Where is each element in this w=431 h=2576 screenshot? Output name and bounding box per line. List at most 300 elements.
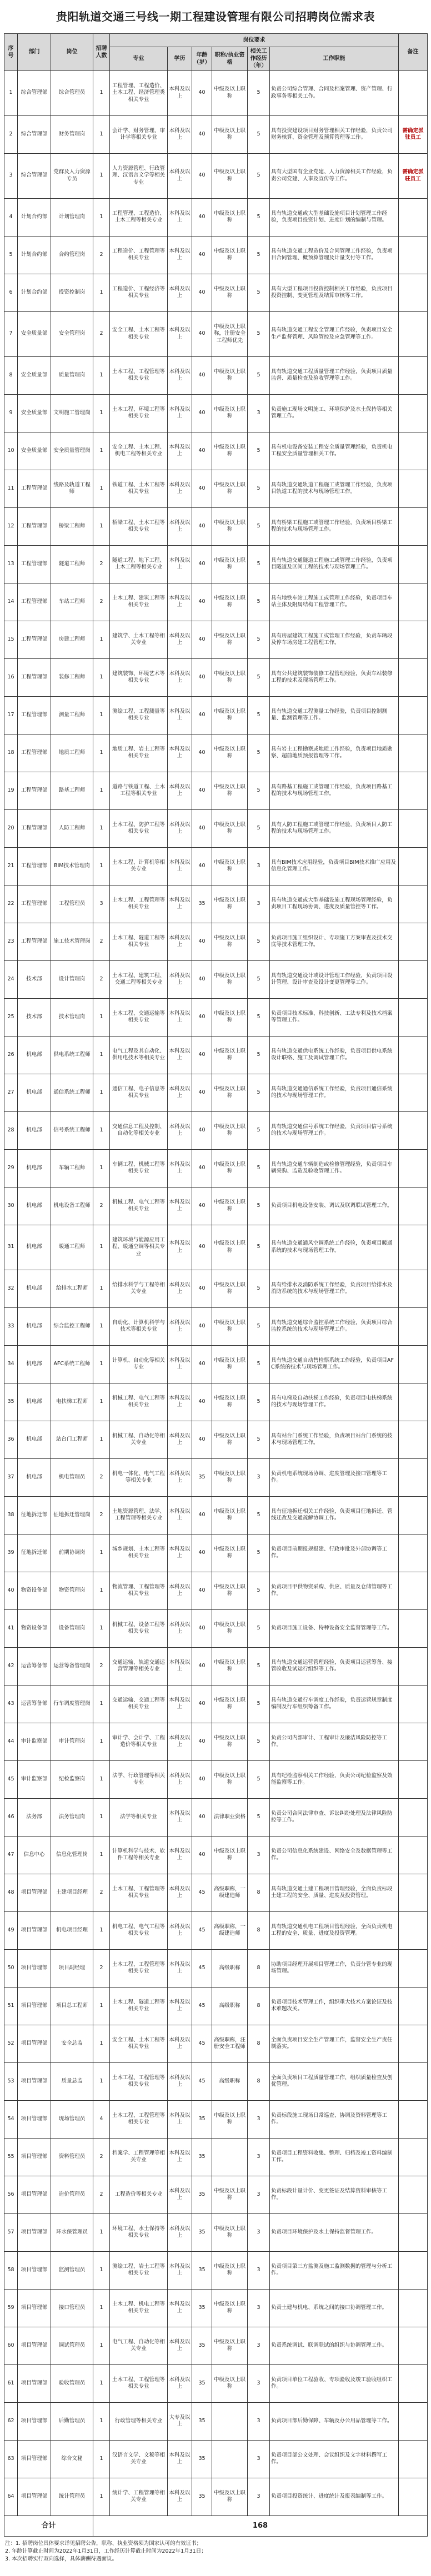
cell-age: 40 [192, 1270, 212, 1307]
cell-age: 40 [192, 1496, 212, 1534]
cell-post: 给排水工程师 [51, 1270, 93, 1307]
cell-age: 40 [192, 1225, 212, 1270]
cell-age: 40 [192, 432, 212, 470]
cell-remark [399, 2176, 428, 2213]
cell-post: AFC系统工程师 [51, 1345, 93, 1383]
cell-experience: 5 [248, 1609, 270, 1647]
cell-dept: 项目管理部 [18, 2327, 51, 2364]
cell-remark [399, 1572, 428, 1609]
cell-age: 40 [192, 1383, 212, 1421]
cell-dept: 机电部 [18, 1421, 51, 1458]
cell-duty: 具有征地拆迁相关工作经验，负责项目征地拆迁、管线迁改及交通疏解协调工作。 [270, 1496, 399, 1534]
cell-count: 1 [93, 847, 110, 885]
cell-age: 40 [192, 274, 212, 311]
cell-no: 38 [4, 1496, 18, 1534]
table-row [4, 2478, 428, 2515]
cell-education: 本科及以上 [168, 998, 192, 1036]
header-requirements: 岗位要求 [110, 34, 399, 47]
cell-education: 本科及以上 [168, 2213, 192, 2251]
cell-experience: 3 [248, 2213, 270, 2251]
cell-age: 45 [192, 1987, 212, 2025]
cell-no: 48 [4, 1874, 18, 1911]
cell-remark [399, 507, 428, 545]
cell-title: 中级及以上职称 [212, 1534, 248, 1572]
cell-no: 14 [4, 583, 18, 621]
cell-experience: 5 [248, 274, 270, 311]
cell-experience: 3 [248, 1836, 270, 1874]
cell-title: 中级及以上职称 [212, 356, 248, 394]
cell-age: 45 [192, 2062, 212, 2100]
cell-post: 综合监控工程师 [51, 1307, 93, 1345]
cell-education: 本科及以上 [168, 2138, 192, 2176]
cell-remark [399, 696, 428, 734]
cell-age: 45 [192, 1911, 212, 1949]
cell-post: 调试管理员 [51, 2327, 93, 2364]
cell-title: 中级及以上职称 [212, 1036, 248, 1074]
cell-count: 1 [93, 432, 110, 470]
cell-dept: 法务部 [18, 1798, 51, 1836]
cell-age: 35 [192, 2402, 212, 2440]
cell-no: 34 [4, 1345, 18, 1383]
cell-major: 交通信息工程及控制、自动化等相关专业 [110, 1111, 168, 1149]
cell-no: 19 [4, 772, 18, 809]
cell-age: 40 [192, 1723, 212, 1760]
cell-title: 中级及以上职称 [212, 960, 248, 998]
cell-education: 本科及以上 [168, 1987, 192, 2025]
table-row [4, 1036, 428, 1074]
cell-no: 29 [4, 1149, 18, 1187]
cell-title: 中级及以上职称 [212, 1647, 248, 1685]
cell-duty: 具有轨道交通信号系统工作经验，负责项目信号系统的技术与现场管理工作。 [270, 1111, 399, 1149]
cell-duty: 具有机电设备安装工程安全质量管理经验，负责机电工程安全质量管理相关工作。 [270, 432, 399, 470]
cell-duty: 具有大型国有企业党建、人力资源相关工作经验，负责公司党建、人事及宣传等工作。 [270, 153, 399, 198]
cell-post: 综合文秘 [51, 2440, 93, 2478]
cell-post: 计划管理岗 [51, 198, 93, 236]
cell-no: 44 [4, 1723, 18, 1760]
cell-post: 房建工程师 [51, 621, 93, 658]
cell-age: 40 [192, 1647, 212, 1685]
cell-duty: 负责公司合同法律审查、诉讼纠纷处理及法律风险防控等工作。 [270, 1798, 399, 1836]
table-row [4, 507, 428, 545]
cell-dept: 计划合约部 [18, 274, 51, 311]
cell-experience: 5 [248, 1187, 270, 1225]
cell-title: 中级及以上职称 [212, 1111, 248, 1149]
cell-no: 3 [4, 153, 18, 198]
cell-no: 62 [4, 2402, 18, 2440]
cell-education: 本科及以上 [168, 1836, 192, 1874]
cell-no: 58 [4, 2251, 18, 2289]
cell-age: 40 [192, 734, 212, 772]
cell-major: 土木工程、工程管理等相关专业 [110, 356, 168, 394]
cell-experience: 3 [248, 2440, 270, 2478]
cell-count: 1 [93, 772, 110, 809]
cell-remark [399, 1187, 428, 1225]
cell-post: 前期协调岗 [51, 1534, 93, 1572]
cell-major: 机电一体化、电气工程等相关专业 [110, 1458, 168, 1496]
cell-experience: 5 [248, 1534, 270, 1572]
cell-count: 1 [93, 274, 110, 311]
cell-title: 中级及以上职称 [212, 2251, 248, 2289]
table-row [4, 1987, 428, 2025]
cell-dept: 技术部 [18, 960, 51, 998]
cell-post: 车站工程师 [51, 583, 93, 621]
cell-title: 高级职称，一级建造师 [212, 1874, 248, 1911]
cell-experience: 3 [248, 2327, 270, 2364]
cell-education: 本科及以上 [168, 1609, 192, 1647]
cell-major: 机电工程、电气工程等相关专业 [110, 1911, 168, 1949]
table-row [4, 2100, 428, 2138]
cell-duty: 具有BIM技术应用经验，负责项目BIM技术推广应用及信息化管理工作。 [270, 847, 399, 885]
cell-experience: 5 [248, 470, 270, 507]
cell-dept: 工程管理部 [18, 923, 51, 960]
cell-dept: 运营筹备部 [18, 1647, 51, 1685]
cell-count: 1 [93, 1798, 110, 1836]
cell-major: 土木工程、工程管理等相关专业 [110, 2364, 168, 2402]
cell-no: 42 [4, 1647, 18, 1685]
cell-age: 40 [192, 470, 212, 507]
cell-dept: 安全质量部 [18, 311, 51, 356]
cell-age: 40 [192, 1685, 212, 1723]
cell-major: 环境工程、水土保持等相关专业 [110, 2213, 168, 2251]
table-row [4, 1534, 428, 1572]
cell-duty: 具有轨道交通供电系统工作经验，负责项目供电系统设计联络、施工及调试管理工作。 [270, 1036, 399, 1074]
cell-count: 1 [93, 1723, 110, 1760]
cell-duty: 负责土建与机电、系统之间的接口协调管理工作。 [270, 2289, 399, 2327]
cell-dept: 信息中心 [18, 1836, 51, 1874]
cell-major: 交通运输、轨道交通运营管理等相关专业 [110, 1647, 168, 1685]
cell-duty: 负责项目工程资料收集、整理、归档及竣工资料编制工作。 [270, 2138, 399, 2176]
cell-dept: 机电部 [18, 1149, 51, 1187]
cell-experience: 5 [248, 1307, 270, 1345]
cell-count: 1 [93, 696, 110, 734]
cell-count: 1 [93, 71, 110, 115]
header-experience: 相关工作经历（年） [248, 47, 270, 71]
cell-remark [399, 2025, 428, 2062]
cell-count: 1 [93, 809, 110, 847]
cell-dept: 安全质量部 [18, 394, 51, 432]
cell-no: 22 [4, 885, 18, 923]
cell-remark [399, 545, 428, 583]
cell-remark [399, 885, 428, 923]
cell-dept: 项目管理部 [18, 2025, 51, 2062]
cell-dept: 项目管理部 [18, 2138, 51, 2176]
cell-post: 设计管理岗 [51, 960, 93, 998]
cell-education: 本科及以上 [168, 153, 192, 198]
table-row [4, 2364, 428, 2402]
cell-no: 57 [4, 2213, 18, 2251]
cell-education: 本科及以上 [168, 658, 192, 696]
cell-count: 2 [93, 1874, 110, 1911]
table-row [4, 470, 428, 507]
cell-count: 2 [93, 236, 110, 274]
cell-no: 47 [4, 1836, 18, 1874]
cell-count: 1 [93, 1987, 110, 2025]
cell-count: 1 [93, 1609, 110, 1647]
cell-remark [399, 658, 428, 696]
cell-post: 运营筹备管理岗 [51, 1647, 93, 1685]
cell-title: 中级及以上职称 [212, 583, 248, 621]
cell-title: 中级及以上职称 [212, 658, 248, 696]
cell-major: 桥梁工程、土木工程等相关专业 [110, 507, 168, 545]
cell-title: 中级及以上职称 [212, 545, 248, 583]
cell-remark [399, 1383, 428, 1421]
cell-major: 计算机科学与技术、软件工程等相关专业 [110, 1836, 168, 1874]
cell-experience: 5 [248, 1496, 270, 1534]
cell-remark [399, 1760, 428, 1798]
cell-remark [399, 1496, 428, 1534]
cell-age: 40 [192, 1307, 212, 1345]
cell-age: 40 [192, 847, 212, 885]
cell-duty: 具有轨道交通轨道工程施工或管理工作经验，负责项目轨道工程的技术与现场管理工作。 [270, 470, 399, 507]
cell-experience: 3 [248, 2251, 270, 2289]
cell-remark [399, 1647, 428, 1685]
cell-dept: 项目管理部 [18, 2364, 51, 2402]
cell-experience: 3 [248, 847, 270, 885]
cell-dept: 运营筹备部 [18, 1685, 51, 1723]
table-row [4, 1874, 428, 1911]
cell-count: 1 [93, 1534, 110, 1572]
table-row [4, 1111, 428, 1149]
cell-experience: 5 [248, 115, 270, 153]
cell-count: 2 [93, 923, 110, 960]
cell-experience: 5 [248, 1421, 270, 1458]
cell-post: 项目总工程师 [51, 1987, 93, 2025]
table-row [4, 1383, 428, 1421]
cell-title: 法律职业资格 [212, 1798, 248, 1836]
cell-age: 45 [192, 1874, 212, 1911]
cell-experience: 5 [248, 658, 270, 696]
cell-count: 2 [93, 1187, 110, 1225]
table-row [4, 1149, 428, 1187]
cell-education: 本科及以上 [168, 960, 192, 998]
cell-experience: 5 [248, 198, 270, 236]
cell-duty: 具有轨道交通通风空调系统工作经验，负责项目暖通系统的技术与现场管理工作。 [270, 1225, 399, 1270]
cell-duty: 全面负责项目工程质量管理工作，组织质量检查及创优管理。 [270, 2062, 399, 2100]
cell-remark [399, 1534, 428, 1572]
cell-post: 机电项目经理 [51, 1911, 93, 1949]
cell-title: 中级及以上职称 [212, 1496, 248, 1534]
cell-dept: 机电部 [18, 1270, 51, 1307]
cell-post: 装修工程师 [51, 658, 93, 696]
cell-count: 1 [93, 2478, 110, 2515]
cell-education: 本科及以上 [168, 2025, 192, 2062]
cell-experience: 5 [248, 545, 270, 583]
cell-title: 中级及以上职称 [212, 696, 248, 734]
cell-education: 本科及以上 [168, 2364, 192, 2402]
cell-dept: 项目管理部 [18, 1949, 51, 1987]
cell-count: 1 [93, 2402, 110, 2440]
cell-major: 工程造价、工程管理等相关专业 [110, 236, 168, 274]
cell-remark [399, 923, 428, 960]
table-row [4, 71, 428, 115]
cell-no: 50 [4, 1949, 18, 1987]
table-row [4, 621, 428, 658]
cell-post: 机电管理员 [51, 1458, 93, 1496]
cell-duty: 负责项目甲供物资采购、供应、质量及仓储管理等工作。 [270, 1572, 399, 1609]
cell-remark [399, 1609, 428, 1647]
cell-experience: 5 [248, 311, 270, 356]
cell-major: 地质工程、岩土工程等相关专业 [110, 734, 168, 772]
cell-major: 机械工程、自动化等相关专业 [110, 1421, 168, 1458]
cell-title: 中级及以上职称 [212, 923, 248, 960]
cell-experience: 3 [248, 885, 270, 923]
cell-post: 综合管理员 [51, 71, 93, 115]
cell-education: 本科及以上 [168, 1345, 192, 1383]
table-row [4, 2213, 428, 2251]
cell-dept: 工程管理部 [18, 545, 51, 583]
cell-title: 中级及以上职称 [212, 1723, 248, 1760]
cell-education: 本科及以上 [168, 772, 192, 809]
cell-title: 中级及以上职称 [212, 1345, 248, 1383]
cell-no: 52 [4, 2025, 18, 2062]
table-row [4, 1187, 428, 1225]
cell-education: 本科及以上 [168, 2176, 192, 2213]
cell-remark: 需确定派驻员工 [399, 153, 428, 198]
cell-count: 1 [93, 198, 110, 236]
cell-education: 大专及以上 [168, 2402, 192, 2440]
cell-duty: 负责公司综合管理、合同及档案管理、资产管理、行政事务等相关工作。 [270, 71, 399, 115]
cell-age: 40 [192, 1798, 212, 1836]
cell-major: 土木工程、工程管理等相关专业 [110, 2062, 168, 2100]
cell-age: 35 [192, 2176, 212, 2213]
cell-major: 自动化、计算机科学与技术等相关专业 [110, 1307, 168, 1345]
cell-age: 35 [192, 1458, 212, 1496]
cell-remark [399, 470, 428, 507]
cell-post: 信息化管理岗 [51, 1836, 93, 1874]
cell-post: 财务管理岗 [51, 115, 93, 153]
cell-dept: 征地拆迁部 [18, 1496, 51, 1534]
cell-remark [399, 311, 428, 356]
cell-major: 土木工程、工程管理等相关专业 [110, 1874, 168, 1911]
cell-education: 本科及以上 [168, 1074, 192, 1111]
table-row [4, 1723, 428, 1760]
table-row [4, 847, 428, 885]
cell-no: 59 [4, 2289, 18, 2327]
header-remark: 备注 [399, 34, 428, 71]
cell-duty: 具有轨道交通运营管理经验，负责项目运营筹备、接管验收及试运行组织等工作。 [270, 1647, 399, 1685]
table-row [4, 545, 428, 583]
cell-post: 路基工程师 [51, 772, 93, 809]
cell-post: 土建项目经理 [51, 1874, 93, 1911]
cell-age: 40 [192, 198, 212, 236]
cell-dept: 技术部 [18, 998, 51, 1036]
cell-major: 物流管理、工程管理等相关专业 [110, 1572, 168, 1609]
cell-duty: 具有轨道交通机电工程项目管理经验，全面负责机电工程的安全、质量、进度及投资管理。 [270, 1911, 399, 1949]
table-row [4, 2289, 428, 2327]
table-row [4, 1949, 428, 1987]
cell-no: 6 [4, 274, 18, 311]
cell-no: 13 [4, 545, 18, 583]
cell-duty: 负责项目部后勤保障、车辆及办公用品管理等工作。 [270, 2402, 399, 2440]
cell-major: 法学等相关专业 [110, 1798, 168, 1836]
cell-duty: 具有桥梁工程施工或管理工作经验，负责项目桥梁工程的技术与现场管理工作。 [270, 507, 399, 545]
cell-no: 10 [4, 432, 18, 470]
cell-no: 30 [4, 1187, 18, 1225]
cell-count: 2 [93, 545, 110, 583]
cell-title: 中级及以上职称 [212, 1760, 248, 1798]
cell-count: 2 [93, 1949, 110, 1987]
cell-experience: 8 [248, 1874, 270, 1911]
cell-education: 本科及以上 [168, 1270, 192, 1307]
cell-dept: 工程管理部 [18, 507, 51, 545]
cell-no: 2 [4, 115, 18, 153]
cell-no: 24 [4, 960, 18, 998]
cell-title: 高级职称 [212, 2062, 248, 2100]
cell-title: 中级及以上职称 [212, 2176, 248, 2213]
cell-dept: 工程管理部 [18, 772, 51, 809]
cell-title: 中级及以上职称，注册安全工程师优先 [212, 311, 248, 356]
cell-post: 暖通工程师 [51, 1225, 93, 1270]
cell-experience: 5 [248, 1111, 270, 1149]
cell-title: 中级及以上职称 [212, 1383, 248, 1421]
cell-title: 高级职称 [212, 1987, 248, 2025]
cell-education: 本科及以上 [168, 1307, 192, 1345]
cell-dept: 工程管理部 [18, 583, 51, 621]
cell-experience: 5 [248, 772, 270, 809]
cell-title: 中级及以上职称 [212, 1572, 248, 1609]
cell-title [212, 2402, 248, 2440]
cell-education: 本科及以上 [168, 923, 192, 960]
cell-post: 安全管理岗 [51, 311, 93, 356]
table-row [4, 1760, 428, 1798]
cell-no: 64 [4, 2478, 18, 2515]
cell-education: 本科及以上 [168, 2440, 192, 2478]
cell-duty: 具有轨道交通工程造价及合同管理工作经验，负责项目合同管理、概预算管理及计量支付等工作。 [270, 236, 399, 274]
cell-post: 人防工程师 [51, 809, 93, 847]
cell-experience: 8 [248, 2062, 270, 2100]
cell-dept: 机电部 [18, 1074, 51, 1111]
table-row [4, 153, 428, 198]
cell-remark [399, 2364, 428, 2402]
cell-education: 本科及以上 [168, 2478, 192, 2515]
table-row [4, 1074, 428, 1111]
cell-education: 本科及以上 [168, 1534, 192, 1572]
table-row [4, 1798, 428, 1836]
cell-experience: 5 [248, 998, 270, 1036]
cell-no: 56 [4, 2176, 18, 2213]
cell-major: 土木工程、工程管理等相关专业 [110, 2100, 168, 2138]
cell-post: 征地拆迁管理岗 [51, 1496, 93, 1534]
cell-dept: 机电部 [18, 1187, 51, 1225]
cell-age: 40 [192, 1149, 212, 1187]
cell-experience: 5 [248, 809, 270, 847]
cell-education: 本科及以上 [168, 311, 192, 356]
cell-title: 中级及以上职称 [212, 274, 248, 311]
cell-remark [399, 1036, 428, 1074]
cell-title: 中级及以上职称 [212, 1187, 248, 1225]
cell-remark [399, 2100, 428, 2138]
cell-duty: 具有房屋建筑工程施工或管理工作经验，负责车辆段及停车场房建工程管理工作。 [270, 621, 399, 658]
cell-dept: 工程管理部 [18, 847, 51, 885]
cell-experience: 5 [248, 432, 270, 470]
cell-title: 高级职称，注册安全工程师 [212, 2025, 248, 2062]
cell-duty: 具有路基工程施工或管理工作经验，负责项目路基工程的技术与现场管理工作。 [270, 772, 399, 809]
cell-title: 中级及以上职称 [212, 1225, 248, 1270]
cell-major: 测绘工程、岩土工程等相关专业 [110, 2251, 168, 2289]
cell-no: 39 [4, 1534, 18, 1572]
cell-no: 11 [4, 470, 18, 507]
cell-no: 36 [4, 1421, 18, 1458]
cell-remark [399, 2289, 428, 2327]
table-row [4, 1836, 428, 1874]
table-row [4, 274, 428, 311]
cell-major: 工程造价等相关专业 [110, 2176, 168, 2213]
cell-duty: 具有轨道交通综合监控系统工作经验，负责项目综合监控系统的技术与现场管理工作。 [270, 1307, 399, 1345]
cell-experience: 5 [248, 1647, 270, 1685]
cell-major: 土地资源管理、法学、工程管理等相关专业 [110, 1496, 168, 1534]
cell-experience: 5 [248, 960, 270, 998]
cell-count: 1 [93, 2213, 110, 2251]
